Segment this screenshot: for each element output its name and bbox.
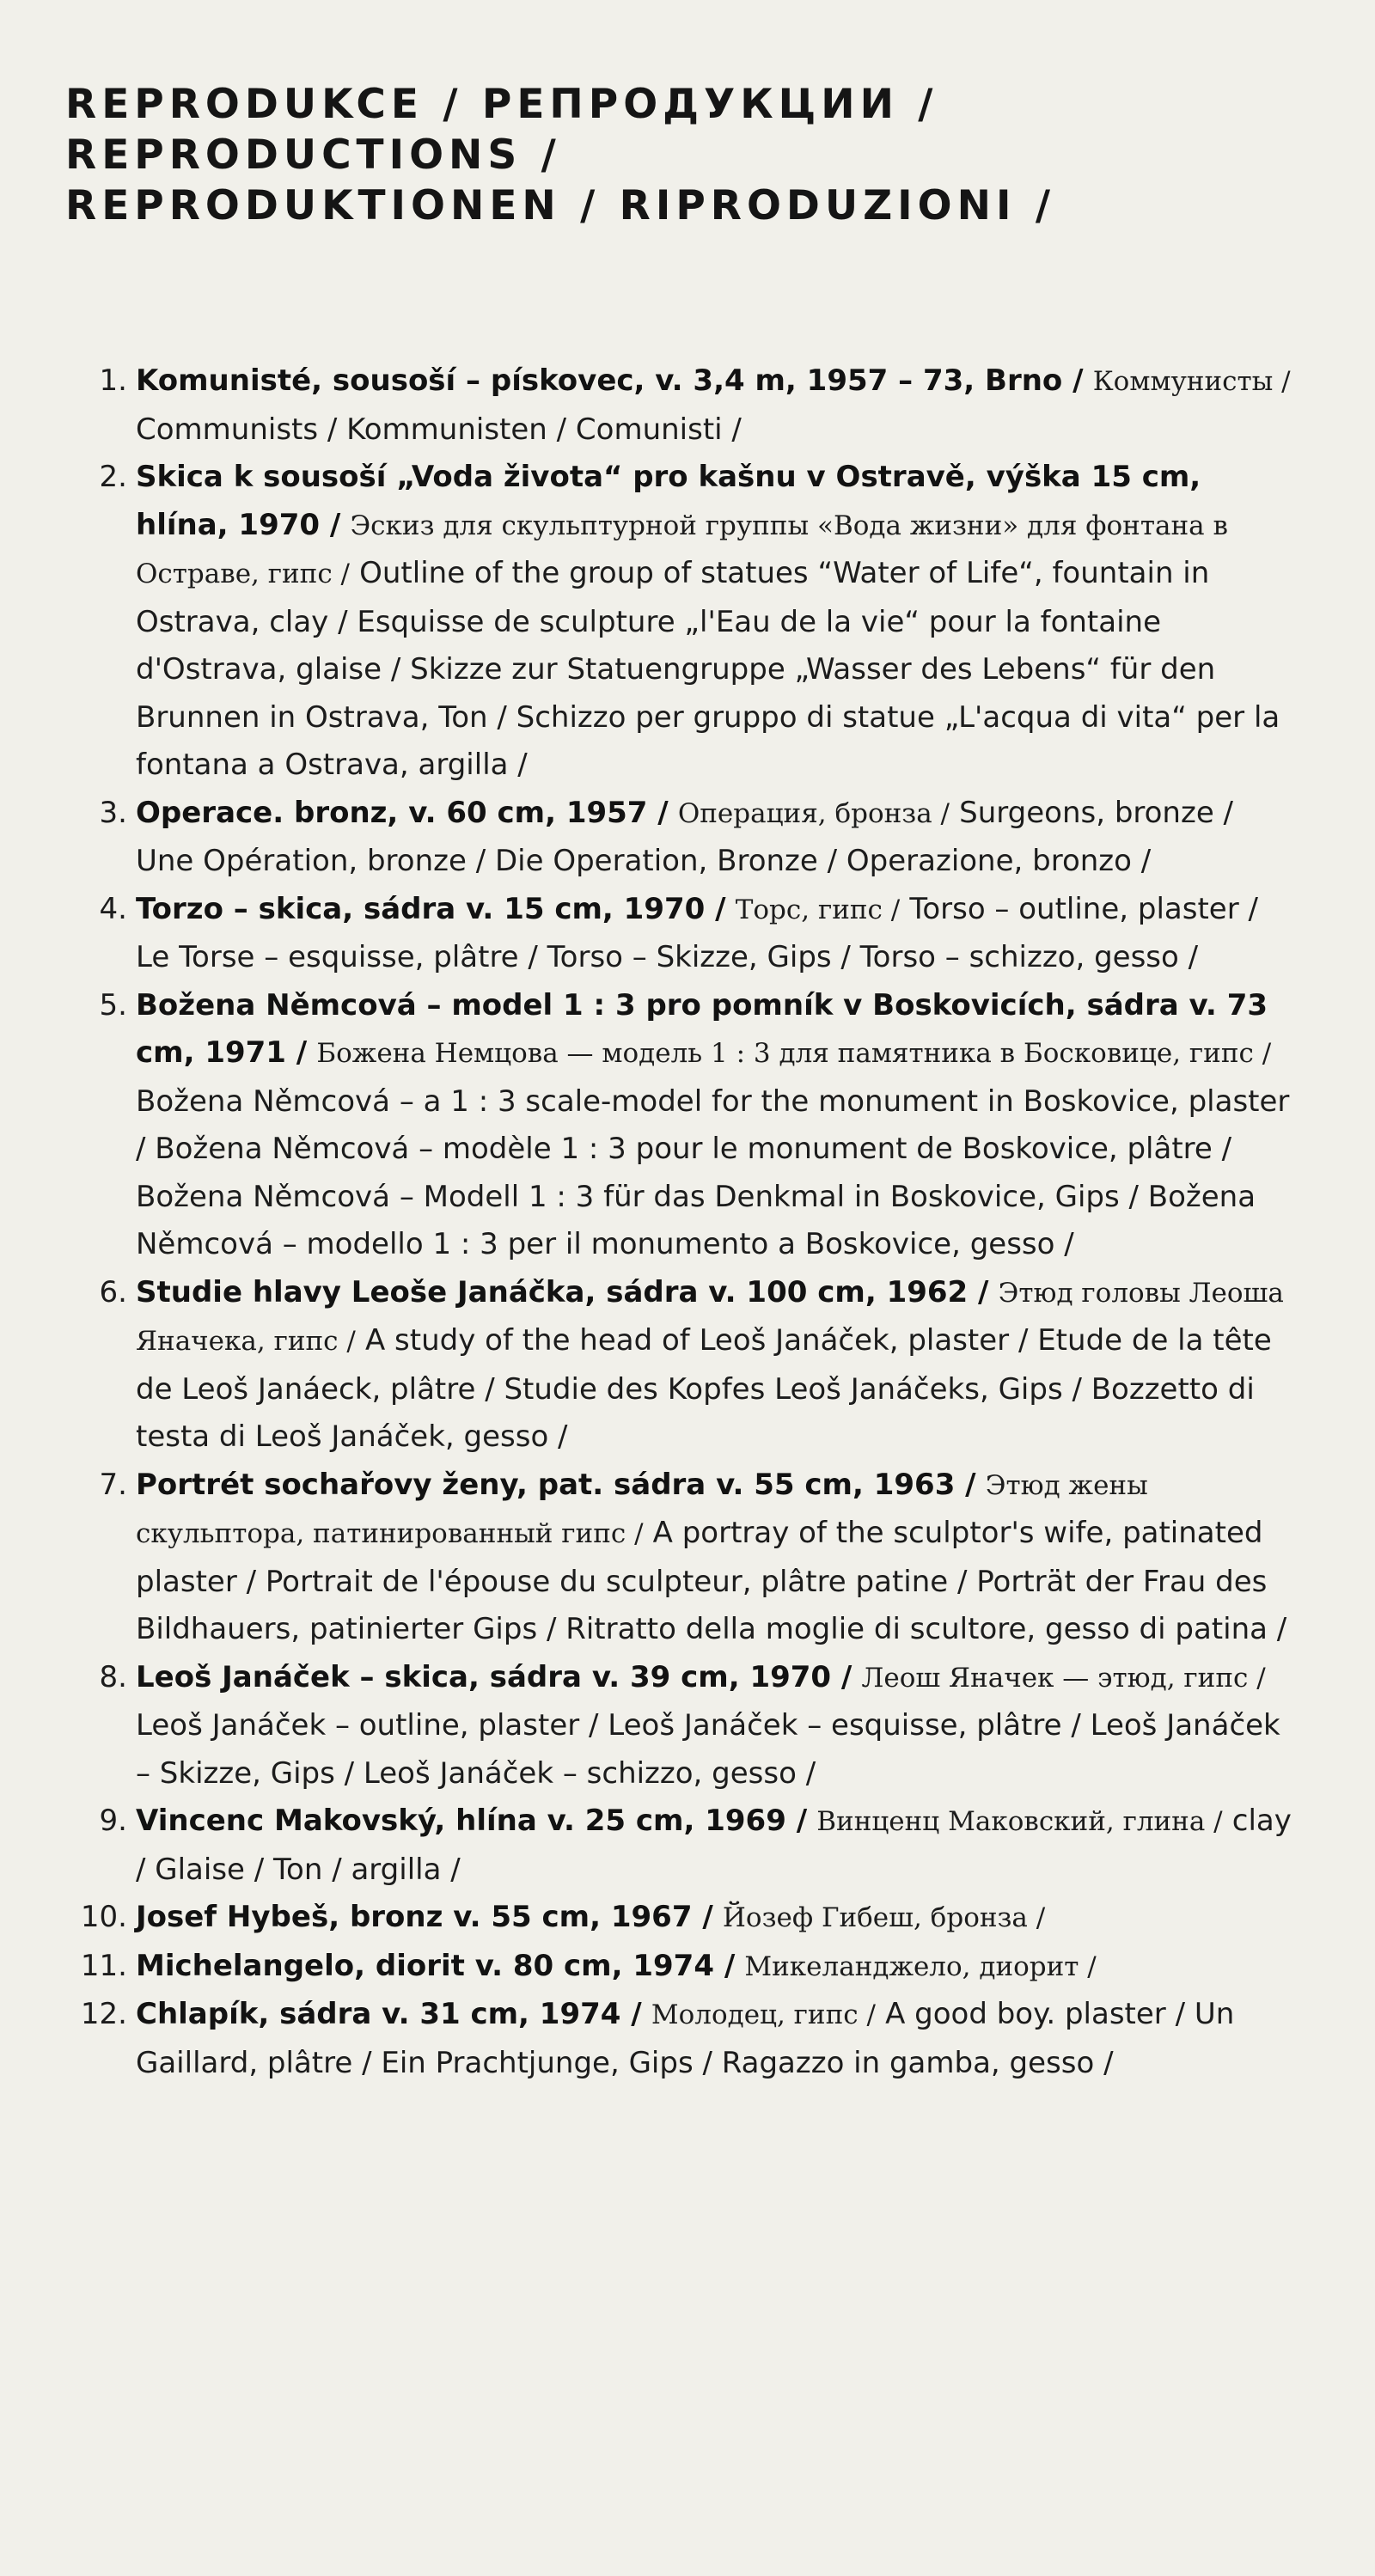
item-translations: Božena Němcová – a 1 : 3 scale-model for the monument in Boskovice, plaster / Božena Němcová – modèle 1 : 3 pour le monument de Boskovice, plâtre / Božena Němcová – Modell 1 : 3 für das Denkmal in Boskovice, Gips / Božena Němcová – modello 1 : 3 per il monumento a Boskovice, gesso / (136, 1084, 1290, 1261)
item-number: 7. (99, 1467, 127, 1502)
item-translations: A portray of the sculptor's wife, patinated plaster / Portrait de l'épouse du sculpteur, plâtre patine / Porträt der Frau des Bildhauers, patinierter Gips / Ritratto della moglie di scultore, gesso di patina / (136, 1516, 1287, 1646)
list-item (77, 1943, 1298, 1992)
list-item (77, 1654, 1298, 1798)
item-russian: Микеланджело, диорит / (744, 1950, 1097, 1982)
item-translations: Outline of the group of statues “Water of Life“, fountain in Ostrava, clay / Esquisse de sculpture „l'Eau de la vie“ pour la fontaine d'Ostrava, glaise / Skizze zur Statuengruppe „Wasser des Lebens“ für den Brunnen in Ostrava, Ton / Schizzo per gruppo di statue „L'acqua di vita“ per la fontana a Ostrava, argilla / (136, 556, 1280, 782)
heading-line-3: REPRODUKTIONEN / RIPRODUZIONI / (65, 182, 1055, 229)
item-translations: Communists / Kommunisten / Comunisti / (136, 412, 742, 447)
item-title: Božena Němcová – model 1 : 3 pro pomník v Boskovicích, sádra v. 73 cm, 1971 / (136, 987, 1268, 1070)
item-number: 10. (80, 1900, 127, 1934)
item-number: 1. (99, 363, 127, 398)
item-title: Vincenc Makovský, hlína v. 25 cm, 1969 / (136, 1804, 808, 1838)
item-title: Josef Hybeš, bronz v. 55 cm, 1967 / (136, 1900, 713, 1934)
item-title: Michelangelo, diorit v. 80 cm, 1974 / (136, 1948, 736, 1983)
item-russian: Этюд головы Леоша Яначека, гипс / (136, 1277, 1284, 1357)
list-item (77, 1798, 1298, 1894)
item-title: Operace. bronz, v. 60 cm, 1957 / (136, 795, 669, 830)
item-number: 4. (99, 891, 127, 926)
list-item (77, 357, 1298, 454)
item-russian: Эскиз для скульптурной группы «Вода жизни» для фонтана в Остраве, гипс / (136, 510, 1228, 589)
heading-line-2: REPRODUCTIONS / (65, 131, 561, 179)
item-title: Chlapík, sádra v. 31 cm, 1974 / (136, 1997, 642, 2031)
list-item (77, 1269, 1298, 1462)
item-russian: Винценц Маковский, глина / (816, 1806, 1223, 1837)
heading-line-1: REPRODUKCE / РЕПРОДУКЦИИ / (65, 81, 938, 128)
item-number: 2. (99, 460, 127, 494)
item-title: Leoš Janáček – skica, sádra v. 39 cm, 1970 / (136, 1659, 852, 1694)
item-russian: Молодец, гипс / (651, 1999, 876, 2030)
list-item (77, 454, 1298, 790)
reproductions-list (77, 357, 1298, 2087)
item-title: Studie hlavy Leoše Janáčka, sádra v. 100 cm, 1962 / (136, 1274, 989, 1309)
item-russian: Леош Яначек — этюд, гипс / (861, 1662, 1266, 1694)
list-item (77, 886, 1298, 982)
item-number: 5. (99, 987, 127, 1022)
item-title: Portrét sochařovy ženy, pat. sádra v. 55 cm, 1963 / (136, 1467, 976, 1502)
item-translations: A study of the head of Leoš Janáček, plaster / Etude de la tête de Leoš Janáeck, plâtre / Studie des Kopfes Leoš Janáčeks, Gips / Bozzetto di testa di Leoš Janáček, gesso / (136, 1323, 1272, 1454)
item-translations: Torso – outline, plaster / Le Torse – esquisse, plâtre / Torso – Skizze, Gips / Torso – schizzo, gesso / (136, 891, 1258, 974)
item-russian: Коммунисты / (1092, 366, 1291, 397)
item-russian: Операция, бронза / (677, 797, 950, 829)
list-item (77, 790, 1298, 886)
item-number: 3. (99, 795, 127, 830)
item-title: Skica k sousoší „Voda života“ pro kašnu v Ostravě, výška 15 cm, hlína, 1970 / (136, 460, 1201, 542)
item-russian: Божена Немцова — модель 1 : 3 для памятника в Босковице, гипс / (316, 1038, 1272, 1069)
list-item (77, 1991, 1298, 2087)
item-russian: Этюд жены скульптора, патинированный гипс / (136, 1469, 1148, 1549)
item-title: Komunisté, sousoší – pískovec, v. 3,4 m, 1957 – 73, Brno / (136, 363, 1084, 398)
list-item (77, 1462, 1298, 1654)
item-number: 9. (99, 1804, 127, 1838)
item-russian: Йозеф Гибеш, бронза / (722, 1902, 1046, 1933)
item-number: 11. (80, 1948, 127, 1983)
item-russian: Торс, гипс / (735, 894, 901, 925)
item-title: Torzo – skica, sádra v. 15 cm, 1970 / (136, 891, 726, 926)
item-number: 6. (99, 1274, 127, 1309)
item-translations: Surgeons, bronze / Une Opération, bronze / Die Operation, Bronze / Operazione, bronzo / (136, 795, 1234, 878)
item-translations: clay / Glaise / Ton / argilla / (136, 1804, 1292, 1887)
item-number: 12. (80, 1997, 127, 2031)
list-item (77, 982, 1298, 1269)
item-number: 8. (99, 1659, 127, 1694)
item-translations: Leoš Janáček – outline, plaster / Leoš Janáček – esquisse, plâtre / Leoš Janáček – Skizze, Gips / Leoš Janáček – schizzo, gesso / (136, 1708, 1280, 1791)
section-heading (65, 79, 1055, 231)
list-item (77, 1894, 1298, 1943)
item-translations: A good boy. plaster / Un Gaillard, plâtre / Ein Prachtjunge, Gips / Ragazzo in gamba, gesso / (136, 1997, 1235, 2080)
